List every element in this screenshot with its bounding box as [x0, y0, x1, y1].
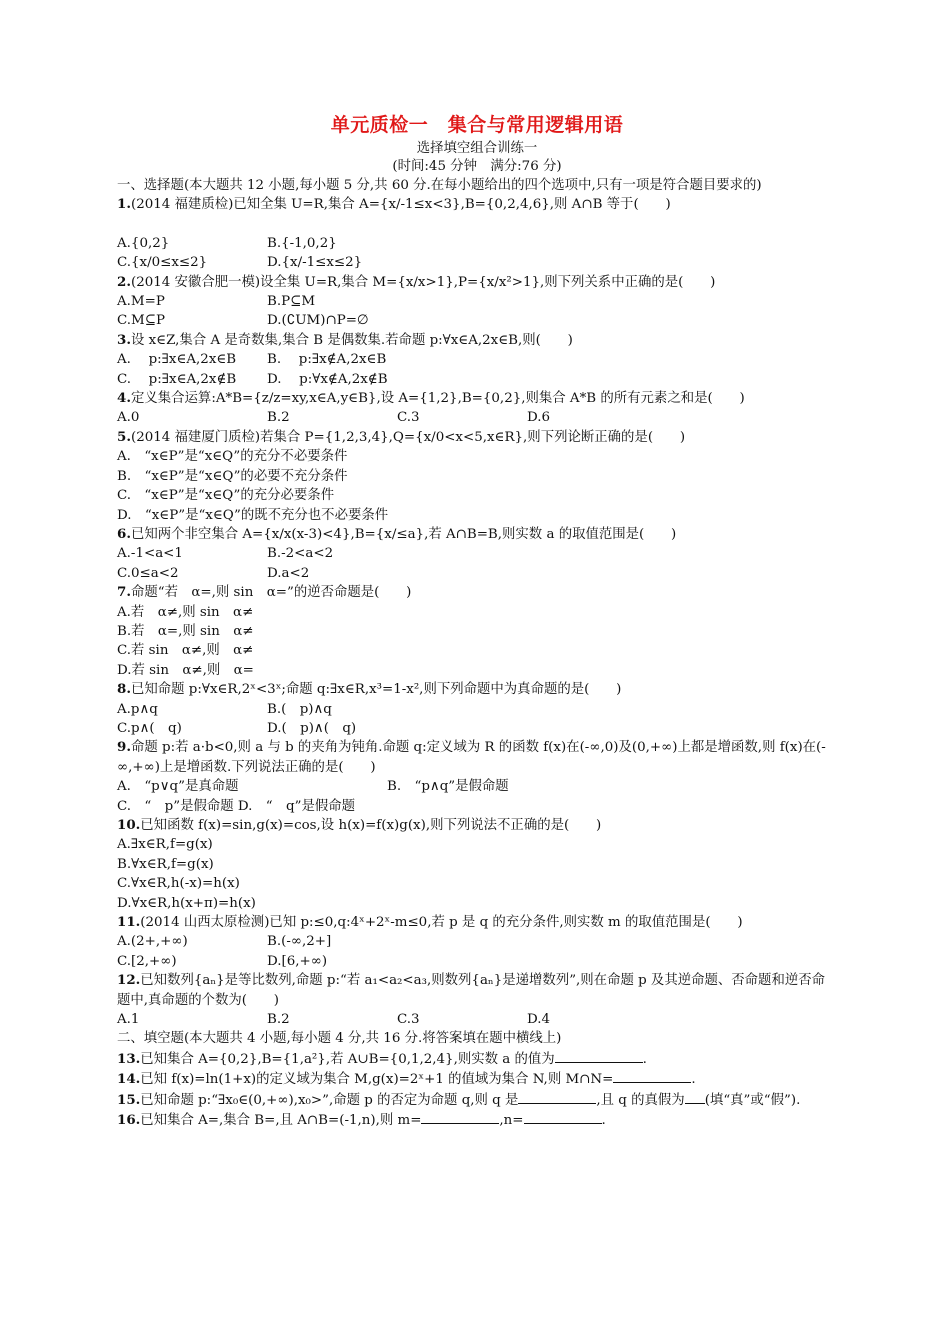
time-info: (时间:45 分钟 满分:76 分)	[392, 159, 562, 174]
question-text-mid: ,n=	[499, 1113, 524, 1129]
option-d: D.a<2	[267, 565, 310, 581]
options-4	[117, 408, 837, 427]
option-d: D. “x∈P”是“x∈Q”的既不充分也不必要条件	[117, 507, 389, 523]
question-9	[117, 738, 837, 777]
option-a: A.M=P	[117, 294, 165, 310]
options-1b	[117, 253, 837, 272]
option-c: C.0≤a<2	[117, 565, 179, 581]
options-8	[117, 700, 837, 719]
question-text-end: .	[691, 1072, 696, 1088]
option-c: C. “x∈P”是“x∈Q”的充分必要条件	[117, 488, 335, 504]
options-12	[117, 1010, 837, 1029]
question-number: 6.	[117, 525, 131, 542]
option-d: D.(∁UM)∩P=∅	[267, 313, 369, 329]
answer-blank[interactable]	[613, 1069, 691, 1083]
option-b: B.( p)∧q	[267, 701, 332, 717]
answer-blank[interactable]	[421, 1110, 499, 1124]
option-c: C.M⊆P	[117, 313, 165, 329]
question-15	[117, 1090, 837, 1110]
option-d: D.6	[527, 410, 551, 426]
question-number: 2.	[117, 273, 131, 290]
question-text: 已知数列{aₙ}是等比数列,命题 p:“若 a₁<a₂<a₃,则数列{aₙ}是递增数列”,则在命题 p 及其逆命题、否命题和逆否命题中,真命题的个数为( )	[117, 973, 826, 1008]
options-1	[117, 234, 837, 253]
option-c: C. p:∃x∈A,2x∉B	[117, 371, 237, 387]
question-4	[117, 389, 837, 408]
question-text-end: (填“真”或“假”).	[704, 1092, 801, 1108]
question-text-mid: ,且 q 的真假为	[596, 1092, 685, 1108]
page-title: 单元质检一 集合与常用逻辑用语	[330, 114, 624, 136]
section-heading-choice: 一、选择题(本大题共 12 小题,每小题 5 分,共 60 分.在每小题给出的四个选项中,只有一项是符合题目要求的)	[117, 178, 762, 193]
answer-blank[interactable]	[685, 1090, 705, 1104]
question-text: (2014 福建质检)已知全集 U=R,集合 A={x/-1≤x<3},B={0,2,4,6},则 A∩B 等于( )	[130, 197, 671, 213]
subtitle: 选择填空组合训练一	[416, 141, 538, 156]
section-heading-fill: 二、填空题(本大题共 4 小题,每小题 4 分,共 16 分.将答案填在题中横线上)	[117, 1031, 562, 1047]
option-b: B.2	[267, 1012, 290, 1028]
option-a: A. p:∃x∈A,2x∈B	[117, 352, 237, 368]
option-b: B.∀x∈R,f=g(x)	[117, 856, 214, 872]
question-text-end: .	[601, 1113, 606, 1129]
options-9	[117, 777, 837, 796]
question-text: 定义集合运算:A*B={z/z=xy,x∈A,y∈B},设 A={1,2},B={0,2},则集合 A*B 的所有元素之和是( )	[130, 391, 745, 407]
question-number: 3.	[117, 331, 131, 348]
question-text: 已知 f(x)=ln(1+x)的定义域为集合 M,g(x)=2ˣ+1 的值域为集合 N,则 M∩N=	[140, 1072, 614, 1088]
question-12	[117, 971, 837, 1010]
exam-page	[117, 112, 837, 1131]
option-d: D. p:∀x∉A,2x∉B	[267, 371, 388, 387]
options-2	[117, 292, 837, 311]
option-a: A. “x∈P”是“x∈Q”的充分不必要条件	[117, 449, 348, 465]
option-c: C.[2,+∞)	[117, 953, 177, 969]
question-number: 4.	[117, 390, 131, 407]
option-b: B.(-∞,2+]	[267, 934, 332, 950]
question-text: (2014 安徽合肥一模)设全集 U=R,集合 M={x/x>1},P={x/x²>1},则下列关系中正确的是( )	[130, 274, 716, 290]
options-3b	[117, 370, 837, 389]
question-text: (2014 福建厦门质检)若集合 P={1,2,3,4},Q={x/0<x<5,x∈R},则下列论断正确的是( )	[130, 429, 686, 445]
option-b: B.{-1,0,2}	[267, 235, 337, 251]
option-a: A.若 α≠,则 sin α≠	[117, 604, 254, 620]
question-text: 已知两个非空集合 A={x/x(x-3)<4},B={x/≤a},若 A∩B=B,则实数 a 的取值范围是( )	[130, 526, 677, 542]
option-c: C.3	[397, 1012, 420, 1028]
question-number: 15.	[117, 1091, 141, 1108]
question-number: 1.	[117, 196, 131, 213]
option-b: B. p:∃x∉A,2x∈B	[267, 352, 387, 368]
option-c: C.3	[397, 410, 420, 426]
question-number: 13.	[117, 1050, 141, 1067]
question-2	[117, 273, 837, 292]
option-b: B.2	[267, 410, 290, 426]
options-3	[117, 350, 837, 369]
question-text: 命题 p:若 a·b<0,则 a 与 b 的夹角为钝角.命题 q:定义域为 R 的函数 f(x)在(-∞,0)及(0,+∞)上都是增函数,则 f(x)在(-∞,+∞)上是增函数.下列说法正确的是( )	[117, 740, 826, 775]
question-number: 12.	[117, 972, 141, 989]
option-b: B.-2<a<2	[267, 546, 334, 562]
question-text: 命题“若 α=,则 sin α=”的逆否命题是( )	[130, 585, 412, 601]
option-c: C.p∧( q)	[117, 720, 182, 736]
question-text: 设 x∈Z,集合 A 是奇数集,集合 B 是偶数集.若命题 p:∀x∈A,2x∈B,则( )	[130, 332, 573, 348]
question-text: 已知命题 p:∀x∈R,2ˣ<3ˣ;命题 q:∃x∈R,x³=1-x²,则下列命题中为真命题的是( )	[130, 682, 622, 698]
question-7	[117, 583, 837, 602]
option-c-d: C. “ p”是假命题 D. “ q”是假命题	[117, 798, 356, 814]
question-number: 7.	[117, 584, 131, 601]
option-d: D.∀x∈R,h(x+π)=h(x)	[117, 895, 256, 911]
answer-blank[interactable]	[518, 1090, 596, 1104]
question-6	[117, 525, 837, 544]
option-b: B. “x∈P”是“x∈Q”的必要不充分条件	[117, 468, 348, 484]
options-2b	[117, 311, 837, 330]
option-c: C.若 sin α≠,则 α≠	[117, 643, 254, 659]
option-a: A.0	[117, 410, 140, 426]
option-b: B.若 α=,则 sin α≠	[117, 623, 254, 639]
question-text: 已知函数 f(x)=sin,g(x)=cos,设 h(x)=f(x)g(x),则下列说法不正确的是( )	[140, 818, 602, 833]
question-5	[117, 428, 837, 447]
options-11	[117, 932, 837, 951]
question-text: 已知命题 p:“∃x₀∈(0,+∞),x₀>”,命题 p 的否定为命题 q,则 q 是	[140, 1092, 519, 1108]
option-b: B.P⊆M	[267, 294, 316, 310]
question-text: 已知集合 A={0,2},B={1,a²},若 A∪B={0,1,2,4},则实数 a 的值为	[140, 1051, 555, 1067]
question-3	[117, 331, 837, 350]
option-a: A.1	[117, 1012, 140, 1028]
question-number: 8.	[117, 681, 131, 698]
options-6b	[117, 564, 837, 583]
question-1	[117, 195, 837, 214]
option-d: D.{x/-1≤x≤2}	[267, 255, 363, 271]
question-text: (2014 山西太原检测)已知 p:≤0,q:4ˣ+2ˣ-m≤0,若 p 是 q 的充分条件,则实数 m 的取值范围是( )	[140, 915, 743, 931]
question-8	[117, 680, 837, 699]
answer-blank[interactable]	[524, 1110, 602, 1124]
question-number: 11.	[117, 914, 141, 931]
question-number: 16.	[117, 1112, 141, 1129]
question-number: 5.	[117, 428, 131, 445]
question-text: 已知集合 A=,集合 B=,且 A∩B=(-1,n),则 m=	[140, 1113, 422, 1129]
option-a: A.∃x∈R,f=g(x)	[117, 837, 213, 853]
option-d: D.[6,+∞)	[267, 953, 328, 969]
option-c: C.∀x∈R,h(-x)=h(x)	[117, 876, 240, 892]
question-16	[117, 1110, 837, 1130]
option-b: B. “p∧q”是假命题	[387, 779, 509, 795]
option-a: A. “p∨q”是真命题	[117, 779, 239, 795]
question-11	[117, 913, 837, 932]
options-8b	[117, 719, 837, 738]
question-number: 9.	[117, 739, 131, 756]
options-6	[117, 544, 837, 563]
options-11b	[117, 952, 837, 971]
option-d: D.若 sin α≠,则 α=	[117, 662, 254, 678]
option-d: D.( p)∧( q)	[267, 720, 357, 736]
question-10	[117, 816, 837, 835]
option-a: A.-1<a<1	[117, 546, 183, 562]
option-d: D.4	[527, 1012, 551, 1028]
answer-blank[interactable]	[555, 1049, 643, 1063]
option-a: A.p∧q	[117, 701, 158, 717]
question-number: 14.	[117, 1071, 141, 1088]
option-a: A.{0,2}	[117, 235, 170, 251]
question-text-end: .	[642, 1051, 647, 1067]
question-13	[117, 1049, 837, 1069]
option-a: A.(2+,+∞)	[117, 934, 188, 950]
question-14	[117, 1069, 837, 1089]
question-number: 10.	[117, 817, 141, 833]
option-c: C.{x/0≤x≤2}	[117, 255, 208, 271]
